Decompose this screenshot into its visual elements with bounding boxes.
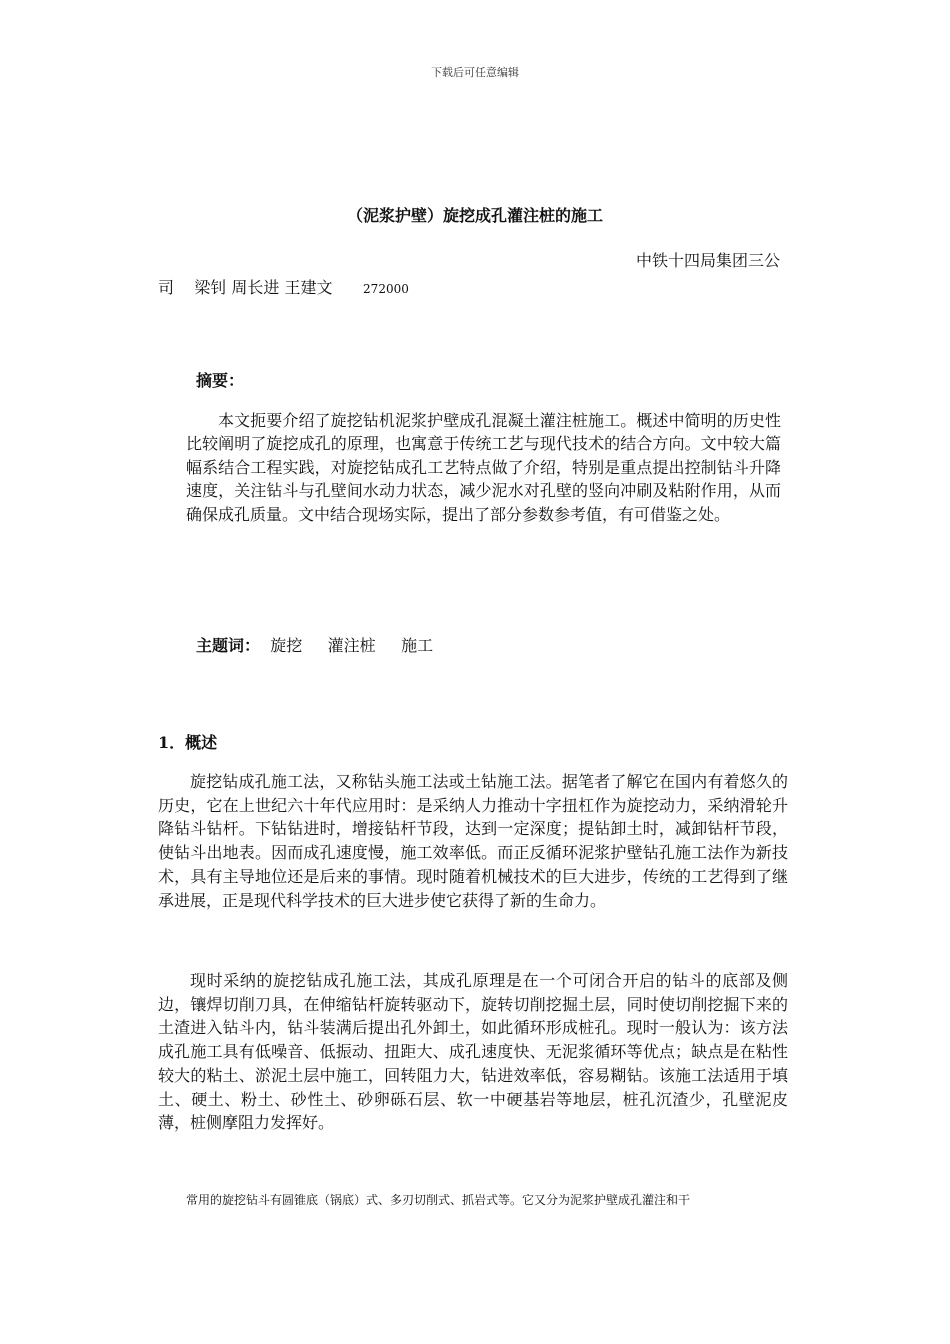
author-line — [158, 275, 409, 298]
page-header: 下载后可任意编辑 — [431, 66, 519, 79]
author-affiliation: 中铁十四局集团三公 — [635, 251, 780, 270]
abstract-label: 摘要： — [196, 371, 245, 390]
abstract-text: 本文扼要介绍了旋挖钻机泥浆护壁成孔混凝土灌注桩施工。概述中简明的历史性比较阐明了旋挖成孔的原理，也寓意于传统工艺与现代技术的结合方向。文中较大篇幅系结合工程实践，对旋挖钻成孔工艺特点做了介绍，特别是重点提出控制钻斗升降速度，关注钻斗与孔壁间水动力状态，减少泥水对孔壁的竖向冲刷及粘附作用，从而确保成孔质量。文中结合现场实际，提出了部分参数参考值，有可借鉴之处。 — [186, 411, 781, 524]
author-names: 司 梁钊 周长进 王建文 — [158, 278, 333, 297]
body-paragraph: 旋挖钻成孔施工法，又称钻头施工法或土钻施工法。据笔者了解它在国内有着悠久的历史，它在上世纪六十年代应用时：是采纳人力推动十字扭杠作为旋挖动力，采纳滑轮升降钻斗钻杆。下钻钻进时，增接钻杆节段，达到一定深度；提钻卸土时，减卸钻杆节段，使钻斗出地表。因而成孔速度慢，施工效率低。而正反循环泥浆护壁钻孔施工法作为新技术，具有主导地位还是后来的事情。现时随着机械技术的巨大进步，传统的工艺得到了继承进展，正是现代科学技术的巨大进步使它获得了新的生命力。 — [158, 772, 788, 910]
section-heading: 1．概述 — [158, 733, 218, 752]
keyword-item: 施工 — [401, 636, 434, 655]
keyword-item: 灌注桩 — [327, 636, 376, 655]
document-title: （泥浆护壁）旋挖成孔灌注桩的施工 — [346, 206, 603, 225]
body-paragraph-continued: 常用的旋挖钻斗有圆锥底（锅底）式、多刃切削式、抓岩式等。它又分为泥浆护壁成孔灌注和干 — [186, 1193, 691, 1207]
postal-code: 272000 — [363, 282, 409, 296]
body-paragraph: 现时采纳的旋挖钻成孔施工法，其成孔原理是在一个可闭合开启的钻斗的底部及侧边，镶焊切削刀具，在伸缩钻杆旋转驱动下，旋转切削挖掘土层，同时使切削挖掘下来的土渣进入钻斗内，钻斗装满后提出孔外卸土，如此循环形成桩孔。现时一般认为：该方法成孔施工具有低噪音、低振动、扭距大、成孔速度快、无泥浆循环等优点；缺点是在粘性较大的粘土、淤泥土层中施工，回转阻力大，钻进效率低，容易糊钻。该施工法适用于填土、硬土、粉土、砂性土、砂卵砾石层、软一中硬基岩等地层，桩孔沉渣少，孔壁泥皮薄，桩侧摩阻力发挥好。 — [158, 971, 788, 1133]
keyword-item: 旋挖 — [270, 636, 303, 655]
keywords-line — [196, 633, 433, 656]
keywords-label: 主题词： — [196, 636, 261, 655]
